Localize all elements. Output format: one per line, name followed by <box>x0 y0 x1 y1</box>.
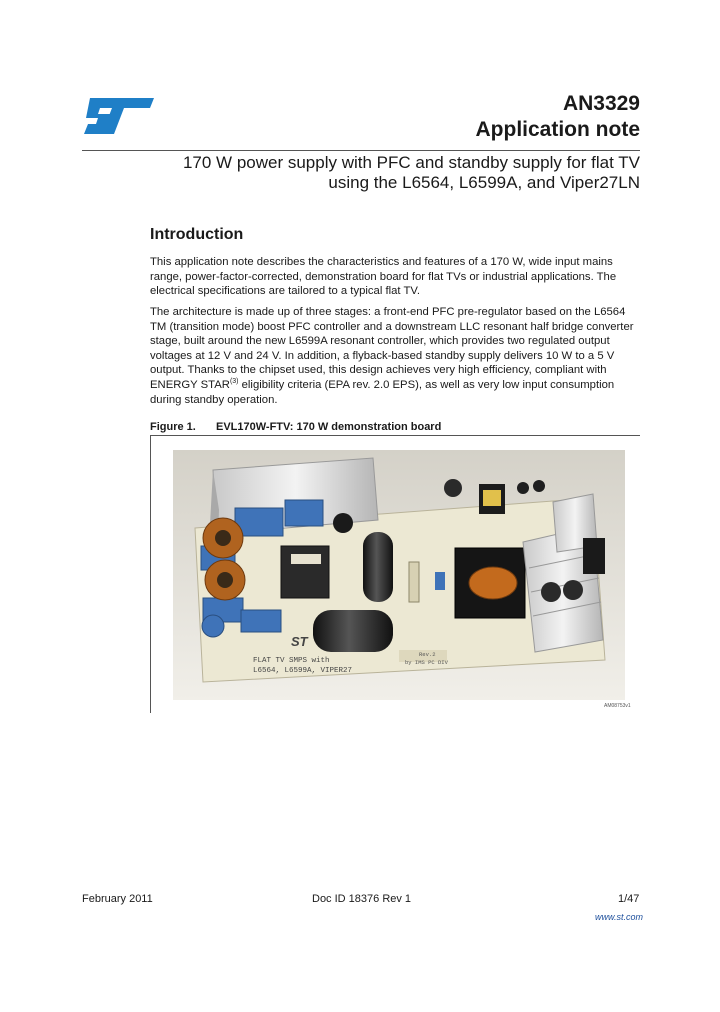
subtitle-line-1: 170 W power supply with PFC and standby supply for flat TV <box>182 153 640 172</box>
document-type: Application note <box>475 118 640 141</box>
subtitle-line-2: using the L6564, L6599A, and Viper27LN <box>328 173 640 192</box>
section-heading: Introduction <box>150 226 244 243</box>
board-silkscreen-credit: by IMS PC DIV <box>405 659 448 666</box>
board-silkscreen-rev: Rev.2 <box>419 651 436 658</box>
figure-code: AM08753v1 <box>604 703 631 709</box>
demonstration-board-photo <box>173 450 625 700</box>
figure-rule-left <box>150 435 151 713</box>
figure-rule <box>150 435 640 436</box>
intro-paragraph-2 <box>150 305 640 407</box>
footer-date: February 2011 <box>82 893 153 905</box>
footer-website-link[interactable]: www.st.com <box>595 912 644 922</box>
figure-title: EVL170W-FTV: 170 W demonstration board <box>216 421 442 433</box>
intro-paragraph-1: This application note describes the characteristics and features of a 170 W, wide input mains range, power-factor-corrected, demonstration board for flat TVs or industrial applications. The electrical specifications are tailored to a typical flat TV. <box>150 256 617 298</box>
st-logo <box>82 96 156 136</box>
board-st-logo: ST <box>291 634 308 649</box>
paragraph-text: The architecture is made up of three stages: a front-end PFC pre-regulator based on the L6564 TM (transition mode) boost PFC controller and a downstream LLC resonant half bridge converter stage, built around the new L6599A resonant controller, which provides two regulated output voltages at 12 V and 24 V. In addition, a flyback-based standby supply delivers 10 W to a 5 V output. Thanks to the chipset used, this design achieves very high efficiency, compliant with ENERGY STAR <box>150 306 634 391</box>
document-subtitle <box>80 153 640 193</box>
document-number: AN3329 <box>562 92 640 115</box>
footer-page-number: 1/47 <box>618 893 640 905</box>
footnote-reference[interactable]: (3) <box>229 378 239 386</box>
footer-doc-id: Doc ID 18376 Rev 1 <box>312 893 412 905</box>
board-silkscreen-line-2: L6564, L6599A, VIPER27 <box>253 667 353 675</box>
header-rule <box>82 150 640 151</box>
figure-label: Figure 1. <box>150 421 196 433</box>
paragraph-text: eligibility criteria (EPA rev. 2.0 EPS), as well as very low input consumption during standby operation. <box>150 378 615 406</box>
board-silkscreen-line-1: FLAT TV SMPS with <box>253 657 330 665</box>
